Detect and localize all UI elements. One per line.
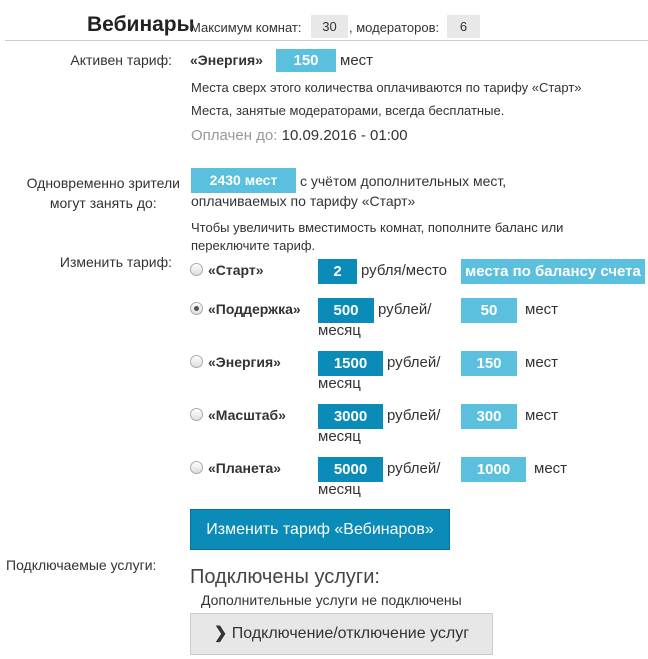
- viewers-note-line2: оплачиваемых по тарифу «Старт»: [191, 193, 416, 209]
- tariff-name: «Старт»: [208, 262, 264, 278]
- change-hint-line1: Чтобы увеличить вместимость комнат, пополните баланс или: [191, 220, 564, 235]
- viewers-label-line2: могут занять до:: [49, 195, 157, 211]
- active-seats-badge: 150: [276, 49, 336, 72]
- moderators-note: Места, занятые модераторами, всегда бесплатные.: [191, 103, 505, 118]
- services-label: Подключаемые услуги:: [6, 557, 157, 573]
- tariff-price-unit: рублей/: [387, 354, 441, 371]
- tariff-name: «Планета»: [208, 460, 282, 476]
- viewers-note-line1: с учётом дополнительных мест,: [300, 173, 507, 189]
- tariff-price-unit: рубля/место: [361, 262, 448, 279]
- tariff-name: «Энергия»: [208, 354, 281, 370]
- tariff-price: 2: [318, 259, 357, 284]
- tariff-seats: 300: [461, 404, 517, 429]
- services-title: Подключены услуги:: [190, 566, 380, 588]
- toggle-services-label: Подключение/отключение услуг: [231, 625, 470, 642]
- tariff-name: «Масштаб»: [208, 407, 286, 423]
- tariff-seats-unit: мест: [534, 460, 568, 477]
- viewers-label: [27, 173, 180, 213]
- paid-until-label: Оплачен до:: [191, 127, 278, 144]
- tariff-radio[interactable]: [190, 302, 203, 315]
- tariff-price-period: месяц: [318, 322, 361, 339]
- active-tariff-label: Активен тариф:: [70, 52, 172, 68]
- tariff-price-unit: рублей/: [387, 460, 441, 477]
- divider: [5, 40, 648, 41]
- tariff-radio[interactable]: [190, 355, 203, 368]
- tariff-name: «Поддержка»: [208, 301, 301, 317]
- change-tariff-label: Изменить тариф:: [59, 254, 172, 270]
- tariff-seats-unit: мест: [525, 354, 559, 371]
- chevron-right-icon: ❯: [213, 625, 228, 642]
- moderators-label: , модераторов:: [349, 20, 440, 35]
- active-seats-unit: мест: [340, 52, 374, 69]
- change-hint-line2: переключите тариф.: [191, 238, 316, 253]
- max-rooms-value: 30: [311, 15, 348, 38]
- tariff-seats: 50: [461, 298, 517, 323]
- tariff-price-unit: рублей/: [387, 407, 441, 424]
- tariff-price: 500: [318, 298, 374, 323]
- tariff-price-unit: рублей/: [378, 301, 432, 318]
- tariff-seats: 1000: [461, 457, 526, 482]
- overflow-note: Места сверх этого количества оплачиваются по тарифу «Старт»: [191, 80, 582, 95]
- moderators-value: 6: [447, 15, 480, 38]
- tariff-seats: 150: [461, 351, 517, 376]
- paid-until-date: 10.09.2016 - 01:00: [281, 127, 408, 144]
- active-tariff-name: «Энергия»: [190, 52, 263, 68]
- tariff-radio[interactable]: [190, 461, 203, 474]
- change-tariff-button[interactable]: Изменить тариф «Вебинаров»: [190, 509, 450, 550]
- viewers-label-line1: Одновременно зрители: [26, 175, 180, 191]
- tariff-seats-unit: мест: [525, 301, 559, 318]
- tariff-price-period: месяц: [318, 375, 361, 392]
- services-status: Дополнительные услуги не подключены: [201, 592, 462, 608]
- tariff-radio[interactable]: [190, 408, 203, 421]
- tariff-price-period: месяц: [318, 481, 361, 498]
- tariff-seats-unit: мест: [525, 407, 559, 424]
- tariff-price: 3000: [318, 404, 383, 429]
- toggle-services-button[interactable]: [190, 613, 493, 655]
- page-title: Вебинары: [87, 13, 195, 36]
- tariff-seats: места по балансу счета: [461, 259, 645, 284]
- viewers-capacity-badge: 2430 мест: [191, 168, 296, 193]
- tariff-price: 5000: [318, 457, 383, 482]
- tariff-price: 1500: [318, 351, 383, 376]
- tariff-radio[interactable]: [190, 263, 203, 276]
- tariff-price-period: месяц: [318, 428, 361, 445]
- max-rooms-label: Максимум комнат:: [190, 20, 302, 35]
